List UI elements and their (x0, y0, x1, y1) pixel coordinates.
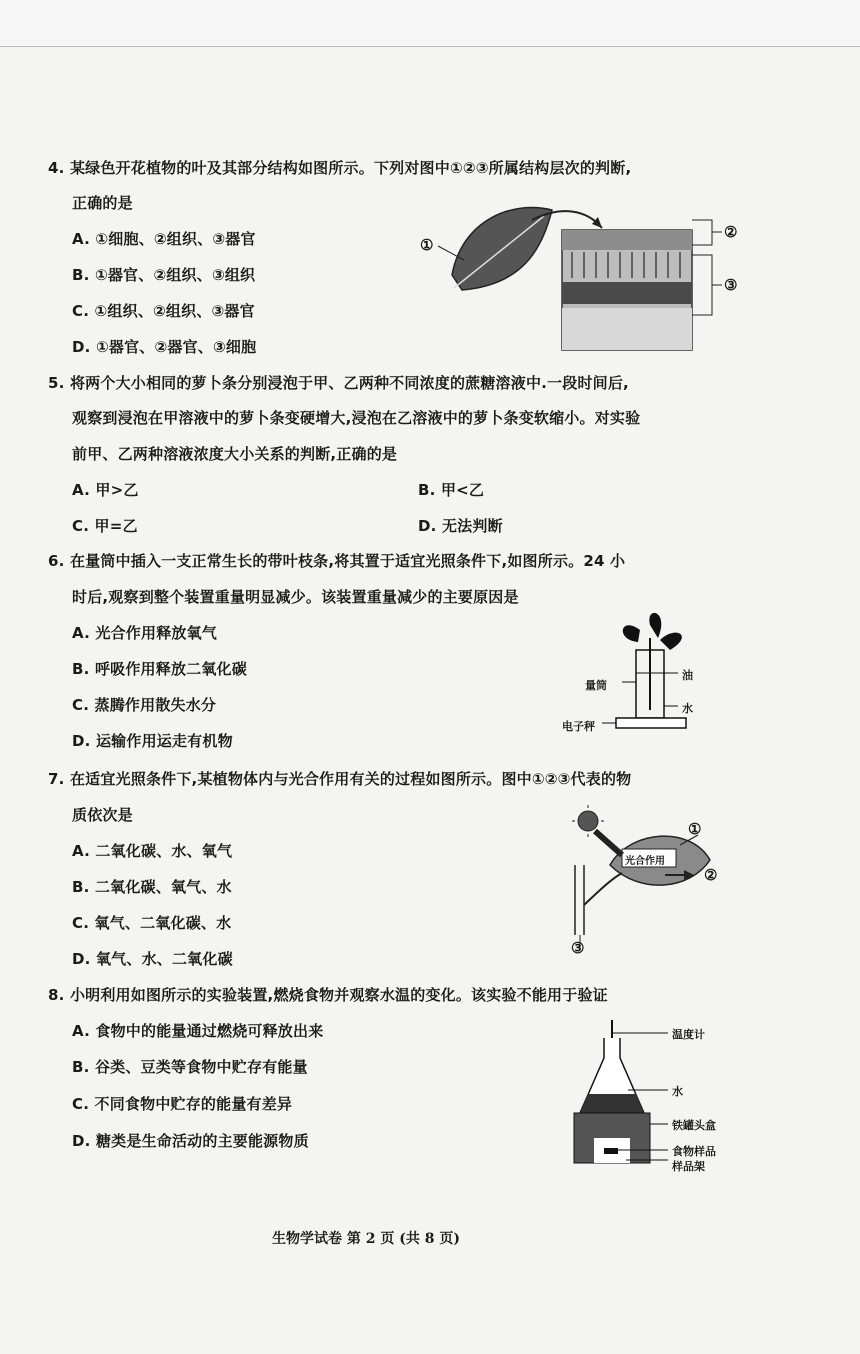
q4-option-c: C. ①组织、②组织、③器官 (72, 302, 255, 320)
leaf-middle (649, 613, 661, 638)
q5-option-b: B. 甲<乙 (418, 481, 485, 499)
leaf-left (623, 625, 640, 642)
bracket-2 (692, 220, 712, 245)
q4-option-b: B. ①器官、②组织、③组织 (72, 266, 256, 284)
q5-stem-line1: 5. 将两个大小相同的萝卜条分别浸泡于甲、乙两种不同浓度的蔗糖溶液中.一段时间后, (48, 374, 629, 392)
q6-label-oil: 油 (682, 669, 693, 682)
q8-option-d: D. 糖类是生命活动的主要能源物质 (72, 1132, 309, 1150)
light-arrow (595, 831, 622, 855)
leaf-right (660, 633, 682, 650)
q5-option-c: C. 甲=乙 (72, 517, 138, 535)
q7-process-label: 光合作用 (625, 856, 665, 867)
q7-stem-line1: 7. 在适宜光照条件下,某植物体内与光合作用有关的过程如图所示。图中①②③代表的物 (48, 770, 632, 788)
top-bar (0, 0, 860, 47)
q8-calorimeter-figure (570, 1018, 670, 1178)
page-footer: 生物学试卷 第 2 页 (共 8 页) (272, 1231, 460, 1247)
q8-label-rack: 样品架 (672, 1160, 705, 1173)
q8-label-water: 水 (672, 1085, 683, 1098)
water (580, 1094, 644, 1113)
q8-option-c: C. 不同食物中贮存的能量有差异 (72, 1095, 293, 1113)
q7-label-2: ② (704, 866, 718, 884)
q7-option-a: A. 二氧化碳、水、氧气 (72, 842, 233, 860)
q6-stem-line1: 6. 在量筒中插入一支正常生长的带叶枝条,将其置于适宜光照条件下,如图所示。24 小 (48, 552, 626, 570)
q8-label-thermometer: 温度计 (672, 1028, 705, 1041)
q5-option-a: A. 甲>乙 (72, 481, 139, 499)
q6-option-d: D. 运输作用运走有机物 (72, 732, 233, 750)
upper-epidermis (562, 230, 692, 250)
electronic-scale (616, 718, 686, 728)
q5-stem-line2: 观察到浸泡在甲溶液中的萝卜条变硬增大,浸泡在乙溶液中的萝卜条变软缩小。对实验 (72, 409, 641, 427)
bracket-3 (692, 255, 712, 315)
q4-label-3: ③ (724, 276, 738, 294)
q4-leaf-figure (412, 190, 752, 360)
q7-option-d: D. 氧气、水、二氧化碳 (72, 950, 233, 968)
q4-label-1: ① (420, 236, 434, 254)
q6-option-c: C. 蒸腾作用散失水分 (72, 696, 217, 714)
q7-option-b: B. 二氧化碳、氧气、水 (72, 878, 232, 896)
water-path (584, 873, 622, 905)
q5-stem-line3: 前甲、乙两种溶液浓度大小关系的判断,正确的是 (72, 445, 398, 463)
q4-stem-line1: 4. 某绿色开花植物的叶及其部分结构如图所示。下列对图中①②③所属结构层次的判断, (48, 159, 632, 177)
vein-layer (562, 282, 692, 304)
q5-option-d: D. 无法判断 (418, 517, 503, 535)
q6-option-b: B. 呼吸作用释放二氧化碳 (72, 660, 247, 678)
q4-label-2: ② (724, 223, 738, 241)
q8-label-can: 铁罐头盒 (672, 1119, 716, 1132)
q7-label-1: ① (688, 820, 702, 838)
q4-option-a: A. ①细胞、②组织、③器官 (72, 230, 256, 248)
food-sample (604, 1148, 618, 1154)
arrow-head (592, 217, 602, 228)
q6-label-cylinder: 量筒 (585, 679, 607, 692)
q6-label-scale: 电子秤 (562, 720, 595, 733)
q7-stem-line2: 质依次是 (72, 806, 133, 824)
spongy-layer (562, 308, 692, 350)
q6-stem-line2: 时后,观察到整个装置重量明显减少。该装置重量减少的主要原因是 (72, 588, 519, 606)
q7-option-c: C. 氧气、二氧化碳、水 (72, 914, 232, 932)
q6-option-a: A. 光合作用释放氧气 (72, 624, 218, 642)
q8-label-sample: 食物样品 (672, 1145, 716, 1158)
q8-stem-line1: 8. 小明利用如图所示的实验装置,燃烧食物并观察水温的变化。该实验不能用于验证 (48, 986, 608, 1004)
q8-option-b: B. 谷类、豆类等食物中贮存有能量 (72, 1058, 308, 1076)
q4-stem-line2: 正确的是 (72, 194, 133, 212)
q6-label-water: 水 (682, 702, 693, 715)
q4-option-d: D. ①器官、②器官、③细胞 (72, 338, 257, 356)
q7-label-3: ③ (571, 939, 585, 957)
q6-cylinder-figure (600, 610, 720, 745)
q8-option-a: A. 食物中的能量通过燃烧可释放出来 (72, 1022, 324, 1040)
sun-icon (578, 811, 598, 831)
